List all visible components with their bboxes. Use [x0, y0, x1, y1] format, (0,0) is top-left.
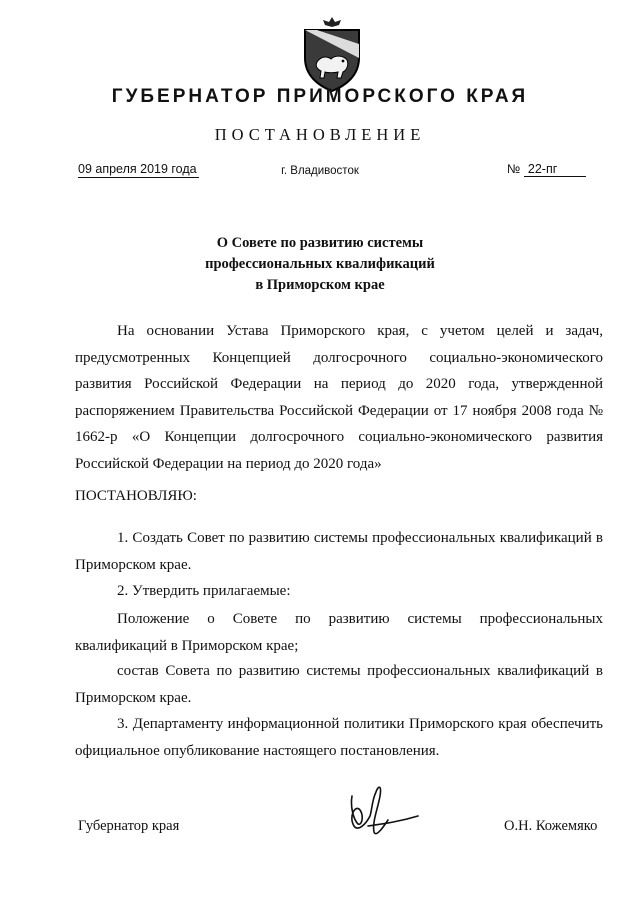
document-number	[507, 162, 586, 177]
clause-paragraph: Положение о Совете по развитию системы профессиональных квалификаций в Приморском крае;	[75, 611, 603, 654]
clause-paragraph: 3. Департаменту информационной политики Приморского края обеспечить официальное опубликование настоящего постановления.	[75, 716, 603, 759]
number-value: 22-пг	[524, 162, 586, 177]
clause-paragraph: состав Совета по развитию системы профессиональных квалификаций в Приморском крае.	[75, 663, 603, 706]
title-line: в Приморском крае	[255, 277, 385, 293]
document-title	[0, 233, 640, 296]
signer-name: О.Н. Кожемяко	[504, 818, 598, 834]
signer-position: Губернатор края	[78, 818, 180, 834]
signature-icon	[338, 776, 420, 842]
number-label: №	[507, 162, 521, 176]
issuing-authority: ГУБЕРНАТОР ПРИМОРСКОГО КРАЯ	[111, 86, 529, 107]
decree-heading: ПОСТАНОВЛЯЮ:	[75, 488, 197, 504]
preamble-paragraph: На основании Устава Приморского края, с учетом целей и задач, предусмотренных Концепцией долгосрочного социально-экономического развития Российской Федерации на период до 2020 года, утвержденной распоряжением Правительства Российской Федерации от 17 ноября 2008 года № 1662-р «О Концепции долгосрочного социально-экономического развития Российской Федерации на период до 2020 года»	[75, 323, 603, 472]
clause-paragraph: 1. Создать Совет по развитию системы профессиональных квалификаций в Приморском крае.	[75, 530, 603, 573]
clause-paragraph: 2. Утвердить прилагаемые:	[117, 583, 291, 599]
document-date: 09 апреля 2019 года	[78, 162, 197, 176]
title-line: профессиональных квалификаций	[205, 256, 435, 272]
title-line: О Совете по развитию системы	[216, 235, 424, 251]
coat-of-arms-icon	[297, 14, 367, 94]
document-type: ПОСТАНОВЛЕНИЕ	[214, 125, 426, 144]
document-city: г. Владивосток	[281, 165, 359, 177]
